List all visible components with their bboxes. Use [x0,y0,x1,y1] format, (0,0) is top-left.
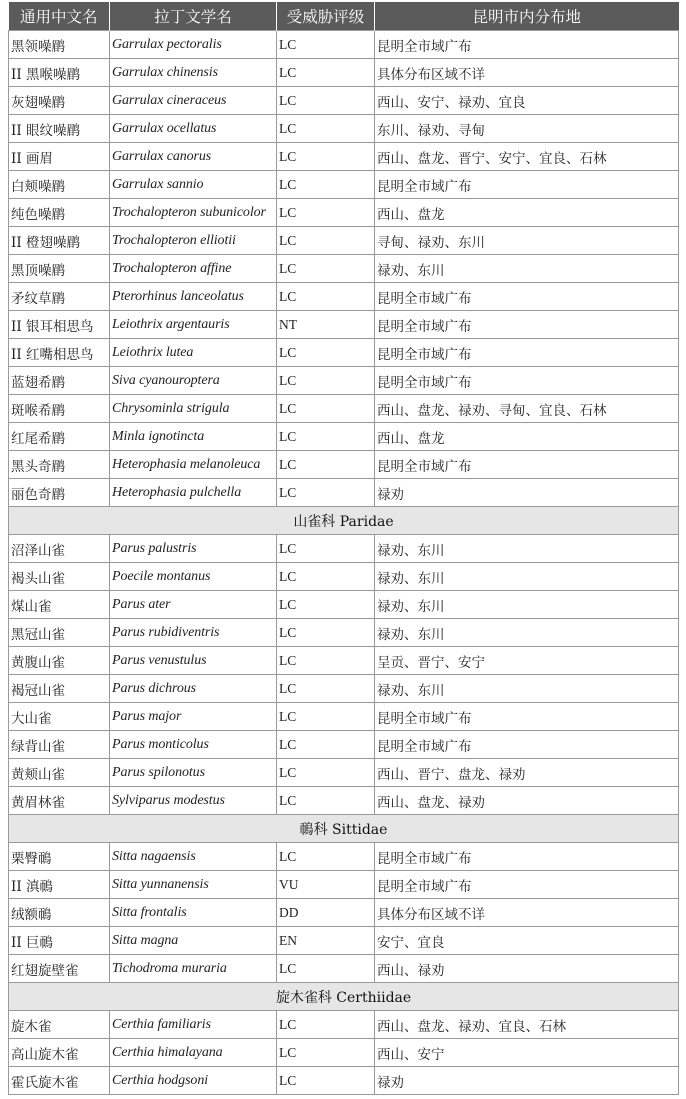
latin-name-cell: Chrysominla strigula [110,395,277,423]
distribution-cell: 昆明全市域广布 [375,311,679,339]
distribution-cell: 昆明全市域广布 [375,283,679,311]
table-body [9,31,679,1095]
section-title: 鳾科 Sittidae [9,815,679,843]
latin-name-cell: Garrulax ocellatus [110,115,277,143]
threat-level-cell: LC [277,731,375,759]
table-row [9,871,679,899]
latin-name-cell: Trochalopteron affine [110,255,277,283]
distribution-cell: 西山、安宁、禄劝、宜良 [375,87,679,115]
section-header-row [9,815,679,843]
chinese-name-cell: 黑领噪鹛 [9,31,110,59]
chinese-name-cell: 褐冠山雀 [9,675,110,703]
distribution-cell: 西山、盘龙 [375,199,679,227]
chinese-name-cell: 白颊噪鹛 [9,171,110,199]
distribution-cell: 西山、安宁 [375,1039,679,1067]
table-row [9,395,679,423]
latin-name-cell: Heterophasia pulchella [110,479,277,507]
threat-level-cell: LC [277,479,375,507]
chinese-name-cell: 蓝翅希鹛 [9,367,110,395]
table-row [9,451,679,479]
latin-name-cell: Sitta nagaensis [110,843,277,871]
distribution-cell: 禄劝 [375,1067,679,1095]
latin-name-cell: Parus dichrous [110,675,277,703]
distribution-cell: 昆明全市域广布 [375,703,679,731]
chinese-name-cell: II 黑喉噪鹛 [9,59,110,87]
distribution-cell: 禄劝、东川 [375,591,679,619]
latin-name-cell: Garrulax cineraceus [110,87,277,115]
chinese-name-cell: 黑顶噪鹛 [9,255,110,283]
table-row [9,899,679,927]
latin-name-cell: Parus ater [110,591,277,619]
chinese-name-cell: 红尾希鹛 [9,423,110,451]
table-row [9,283,679,311]
distribution-cell: 昆明全市域广布 [375,731,679,759]
chinese-name-cell: 灰翅噪鹛 [9,87,110,115]
table-row [9,339,679,367]
chinese-name-cell: 红翅旋壁雀 [9,955,110,983]
chinese-name-cell: II 滇鳾 [9,871,110,899]
distribution-cell: 具体分布区域不详 [375,59,679,87]
distribution-cell: 禄劝、东川 [375,563,679,591]
latin-name-cell: Garrulax canorus [110,143,277,171]
threat-level-cell: LC [277,283,375,311]
distribution-cell: 禄劝、东川 [375,535,679,563]
distribution-cell: 安宁、宜良 [375,927,679,955]
latin-name-cell: Leiothrix argentauris [110,311,277,339]
latin-name-cell: Certhia familiaris [110,1011,277,1039]
threat-level-cell: LC [277,255,375,283]
distribution-cell: 具体分布区域不详 [375,899,679,927]
latin-name-cell: Garrulax chinensis [110,59,277,87]
table-row [9,563,679,591]
distribution-cell: 禄劝、东川 [375,255,679,283]
chinese-name-cell: 纯色噪鹛 [9,199,110,227]
threat-level-cell: LC [277,843,375,871]
threat-level-cell: LC [277,535,375,563]
chinese-name-cell: 绒额鳾 [9,899,110,927]
table-row [9,843,679,871]
chinese-name-cell: II 眼纹噪鹛 [9,115,110,143]
bird-distribution-table [8,2,679,1095]
chinese-name-cell: 黄眉林雀 [9,787,110,815]
table-row [9,87,679,115]
chinese-name-cell: 黄腹山雀 [9,647,110,675]
chinese-name-cell: 丽色奇鹛 [9,479,110,507]
latin-name-cell: Garrulax sannio [110,171,277,199]
distribution-cell: 西山、盘龙、晋宁、安宁、宜良、石林 [375,143,679,171]
chinese-name-cell: 煤山雀 [9,591,110,619]
distribution-cell: 昆明全市域广布 [375,451,679,479]
latin-name-cell: Garrulax pectoralis [110,31,277,59]
threat-level-cell: LC [277,339,375,367]
threat-level-cell: LC [277,563,375,591]
section-title: 山雀科 Paridae [9,507,679,535]
threat-level-cell: LC [277,759,375,787]
threat-level-cell: LC [277,1039,375,1067]
table-row [9,1011,679,1039]
distribution-cell: 昆明全市域广布 [375,871,679,899]
threat-level-cell: LC [277,423,375,451]
threat-level-cell: LC [277,59,375,87]
table-row [9,731,679,759]
latin-name-cell: Poecile montanus [110,563,277,591]
latin-name-cell: Siva cyanouroptera [110,367,277,395]
latin-name-cell: Trochalopteron elliotii [110,227,277,255]
distribution-cell: 昆明全市域广布 [375,339,679,367]
distribution-cell: 呈贡、晋宁、安宁 [375,647,679,675]
chinese-name-cell: II 巨鳾 [9,927,110,955]
table-row [9,143,679,171]
table-row [9,311,679,339]
chinese-name-cell: II 画眉 [9,143,110,171]
threat-level-cell: LC [277,955,375,983]
table-row [9,115,679,143]
chinese-name-cell: 高山旋木雀 [9,1039,110,1067]
threat-level-cell: VU [277,871,375,899]
threat-level-cell: LC [277,115,375,143]
threat-level-cell: LC [277,1011,375,1039]
latin-name-cell: Pterorhinus lanceolatus [110,283,277,311]
latin-name-cell: Parus spilonotus [110,759,277,787]
chinese-name-cell: II 橙翅噪鹛 [9,227,110,255]
distribution-cell: 西山、盘龙、禄劝 [375,787,679,815]
table-row [9,199,679,227]
table-row [9,479,679,507]
table-row [9,647,679,675]
distribution-cell: 昆明全市域广布 [375,367,679,395]
distribution-cell: 西山、盘龙 [375,423,679,451]
latin-name-cell: Parus venustulus [110,647,277,675]
latin-name-cell: Sitta magna [110,927,277,955]
threat-level-cell: LC [277,451,375,479]
threat-level-cell: LC [277,619,375,647]
latin-name-cell: Certhia hodgsoni [110,1067,277,1095]
threat-level-cell: DD [277,899,375,927]
header-chinese-name: 通用中文名 [9,2,110,31]
table-row [9,703,679,731]
threat-level-cell: LC [277,675,375,703]
table-row [9,1039,679,1067]
table-row [9,759,679,787]
threat-level-cell: NT [277,311,375,339]
latin-name-cell: Parus monticolus [110,731,277,759]
header-threat-level: 受威胁评级 [277,2,375,31]
chinese-name-cell: 绿背山雀 [9,731,110,759]
distribution-cell: 禄劝、东川 [375,619,679,647]
chinese-name-cell: 大山雀 [9,703,110,731]
chinese-name-cell: 矛纹草鹛 [9,283,110,311]
table-row [9,31,679,59]
table-row [9,59,679,87]
latin-name-cell: Trochalopteron subunicolor [110,199,277,227]
latin-name-cell: Parus major [110,703,277,731]
chinese-name-cell: 黑冠山雀 [9,619,110,647]
table-row [9,171,679,199]
distribution-cell: 西山、盘龙、禄劝、宜良、石林 [375,1011,679,1039]
table-row [9,955,679,983]
threat-level-cell: LC [277,199,375,227]
table-row [9,255,679,283]
threat-level-cell: LC [277,31,375,59]
chinese-name-cell: II 红嘴相思鸟 [9,339,110,367]
distribution-cell: 寻甸、禄劝、东川 [375,227,679,255]
threat-level-cell: EN [277,927,375,955]
section-header-row [9,507,679,535]
threat-level-cell: LC [277,1067,375,1095]
threat-level-cell: LC [277,787,375,815]
chinese-name-cell: II 银耳相思鸟 [9,311,110,339]
chinese-name-cell: 旋木雀 [9,1011,110,1039]
chinese-name-cell: 黑头奇鹛 [9,451,110,479]
distribution-cell: 昆明全市域广布 [375,31,679,59]
latin-name-cell: Sylviparus modestus [110,787,277,815]
header-distribution: 昆明市内分布地 [375,2,679,31]
latin-name-cell: Heterophasia melanoleuca [110,451,277,479]
distribution-cell: 西山、晋宁、盘龙、禄劝 [375,759,679,787]
latin-name-cell: Parus palustris [110,535,277,563]
distribution-cell: 东川、禄劝、寻甸 [375,115,679,143]
threat-level-cell: LC [277,395,375,423]
threat-level-cell: LC [277,703,375,731]
header-row [9,2,679,31]
table-row [9,367,679,395]
distribution-cell: 禄劝、东川 [375,675,679,703]
table-row [9,1067,679,1095]
threat-level-cell: LC [277,367,375,395]
section-title: 旋木雀科 Certhiidae [9,983,679,1011]
threat-level-cell: LC [277,591,375,619]
table-row [9,787,679,815]
distribution-cell: 昆明全市域广布 [375,843,679,871]
latin-name-cell: Sitta frontalis [110,899,277,927]
header-latin-name: 拉丁文学名 [110,2,277,31]
threat-level-cell: LC [277,143,375,171]
table-row [9,423,679,451]
latin-name-cell: Sitta yunnanensis [110,871,277,899]
chinese-name-cell: 褐头山雀 [9,563,110,591]
distribution-cell: 昆明全市域广布 [375,171,679,199]
latin-name-cell: Parus rubidiventris [110,619,277,647]
latin-name-cell: Minla ignotincta [110,423,277,451]
chinese-name-cell: 霍氏旋木雀 [9,1067,110,1095]
table-row [9,227,679,255]
distribution-cell: 禄劝 [375,479,679,507]
latin-name-cell: Leiothrix lutea [110,339,277,367]
distribution-cell: 西山、盘龙、禄劝、寻甸、宜良、石林 [375,395,679,423]
latin-name-cell: Certhia himalayana [110,1039,277,1067]
threat-level-cell: LC [277,647,375,675]
table-row [9,619,679,647]
table-row [9,927,679,955]
latin-name-cell: Tichodroma muraria [110,955,277,983]
table-row [9,591,679,619]
chinese-name-cell: 斑喉希鹛 [9,395,110,423]
threat-level-cell: LC [277,87,375,115]
chinese-name-cell: 栗臀鳾 [9,843,110,871]
chinese-name-cell: 沼泽山雀 [9,535,110,563]
threat-level-cell: LC [277,171,375,199]
distribution-cell: 西山、禄劝 [375,955,679,983]
table-row [9,675,679,703]
chinese-name-cell: 黄颊山雀 [9,759,110,787]
threat-level-cell: LC [277,227,375,255]
table-row [9,535,679,563]
section-header-row [9,983,679,1011]
